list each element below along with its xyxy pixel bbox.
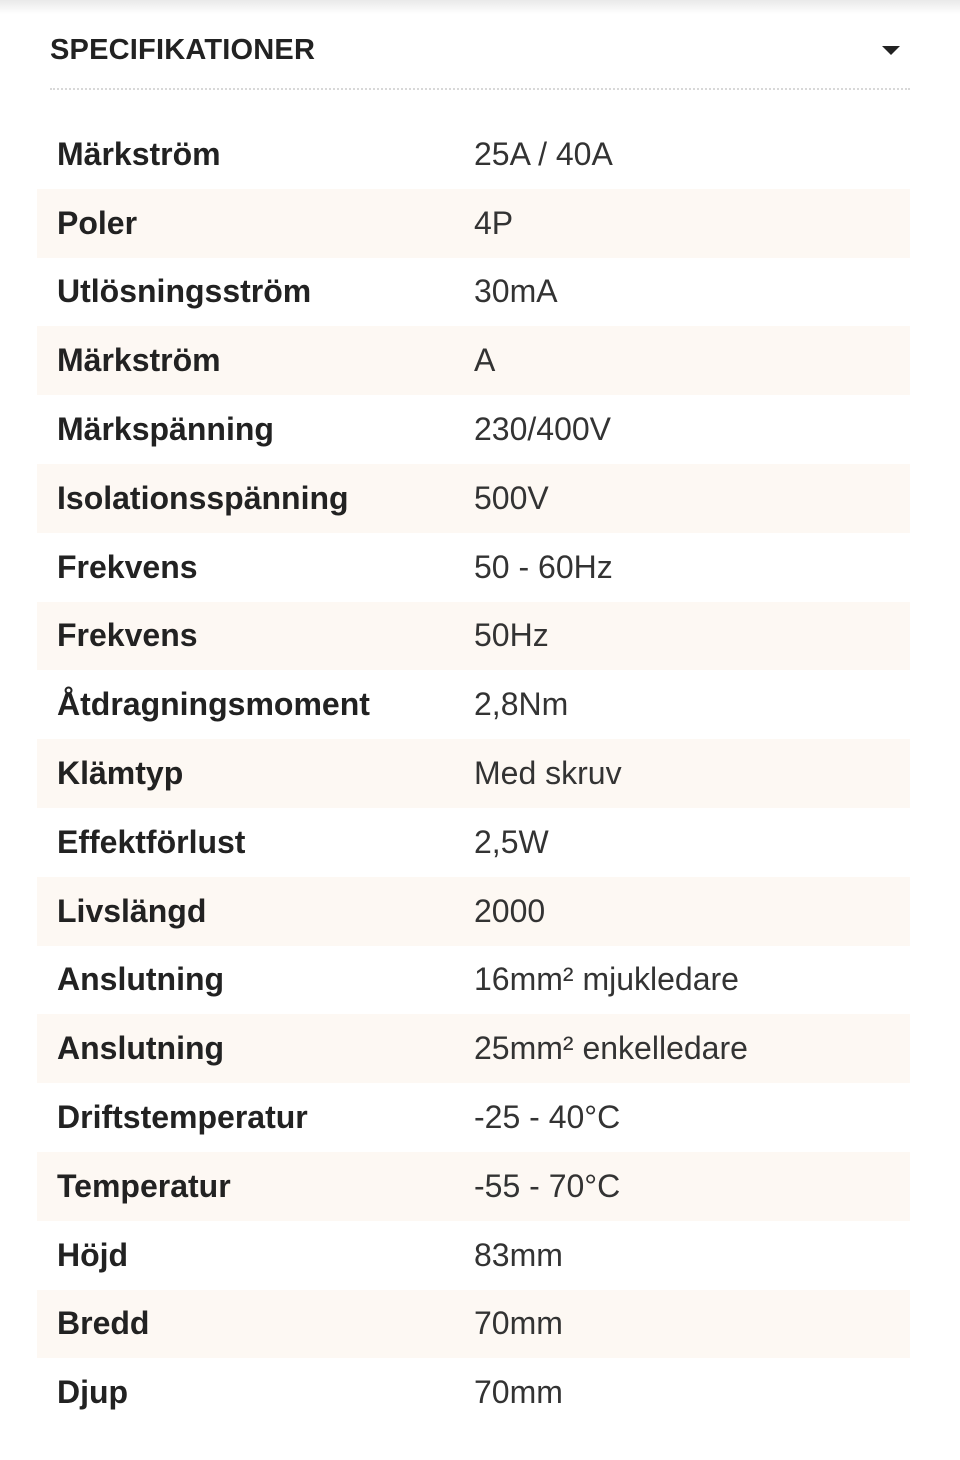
spec-label: Anslutning [57,1030,225,1067]
spec-label: Poler [57,204,138,241]
spec-value: 50Hz [474,617,549,654]
spec-label: Djup [57,1374,129,1411]
spec-value: 25mm² enkelledare [474,1030,748,1067]
spec-label: Klämtyp [57,755,184,792]
spec-value: 70mm [474,1374,563,1411]
spec-value: 2,8Nm [474,686,569,723]
spec-label: Driftstemperatur [57,1099,308,1136]
spec-value: -25 - 40°C [474,1099,621,1136]
spec-value: 4P [474,204,514,241]
top-shadow [0,0,960,14]
spec-label: Isolationsspänning [57,479,349,516]
spec-value: 50 - 60Hz [474,548,613,585]
spec-value: 30mA [474,273,558,310]
spec-row [37,1152,910,1221]
spec-row [37,1083,910,1152]
spec-row [37,670,910,739]
spec-row [37,189,910,258]
spec-row [37,739,910,808]
spec-label: Effektförlust [57,823,246,860]
spec-value: -55 - 70°C [474,1167,621,1204]
spec-label: Frekvens [57,548,198,585]
spec-value: 70mm [474,1305,563,1342]
spec-row [37,1014,910,1083]
spec-value: 2000 [474,892,546,929]
spec-value: A [474,342,496,379]
spec-row [37,533,910,602]
spec-label: Märkspänning [57,411,274,448]
spec-value: 83mm [474,1236,563,1273]
spec-label: Temperatur [57,1167,231,1204]
section-divider [50,88,910,90]
spec-row [37,808,910,877]
spec-label: Livslängd [57,892,207,929]
spec-table [37,120,910,1427]
spec-value: Med skruv [474,755,622,792]
spec-row [37,1358,910,1427]
spec-label: Åtdragningsmoment [57,686,370,723]
spec-label: Utlösningsström [57,273,312,310]
spec-value: 500V [474,479,549,516]
spec-row [37,877,910,946]
spec-label: Bredd [57,1305,150,1342]
specifications-accordion-header[interactable] [50,24,910,76]
spec-row [37,946,910,1015]
spec-label: Frekvens [57,617,198,654]
spec-label: Höjd [57,1236,129,1273]
spec-row [37,326,910,395]
spec-label: Märkström [57,135,221,172]
caret-down-icon[interactable] [882,46,900,55]
spec-row [37,464,910,533]
spec-row [37,258,910,327]
section-title: SPECIFIKATIONER [50,33,316,66]
spec-value: 25A / 40A [474,135,613,172]
spec-row [37,602,910,671]
spec-row [37,1221,910,1290]
spec-value: 230/400V [474,411,612,448]
spec-label: Märkström [57,342,221,379]
spec-row [37,1290,910,1359]
spec-value: 2,5W [474,823,549,860]
spec-label: Anslutning [57,961,225,998]
spec-value: 16mm² mjukledare [474,961,739,998]
spec-row [37,120,910,189]
spec-row [37,395,910,464]
